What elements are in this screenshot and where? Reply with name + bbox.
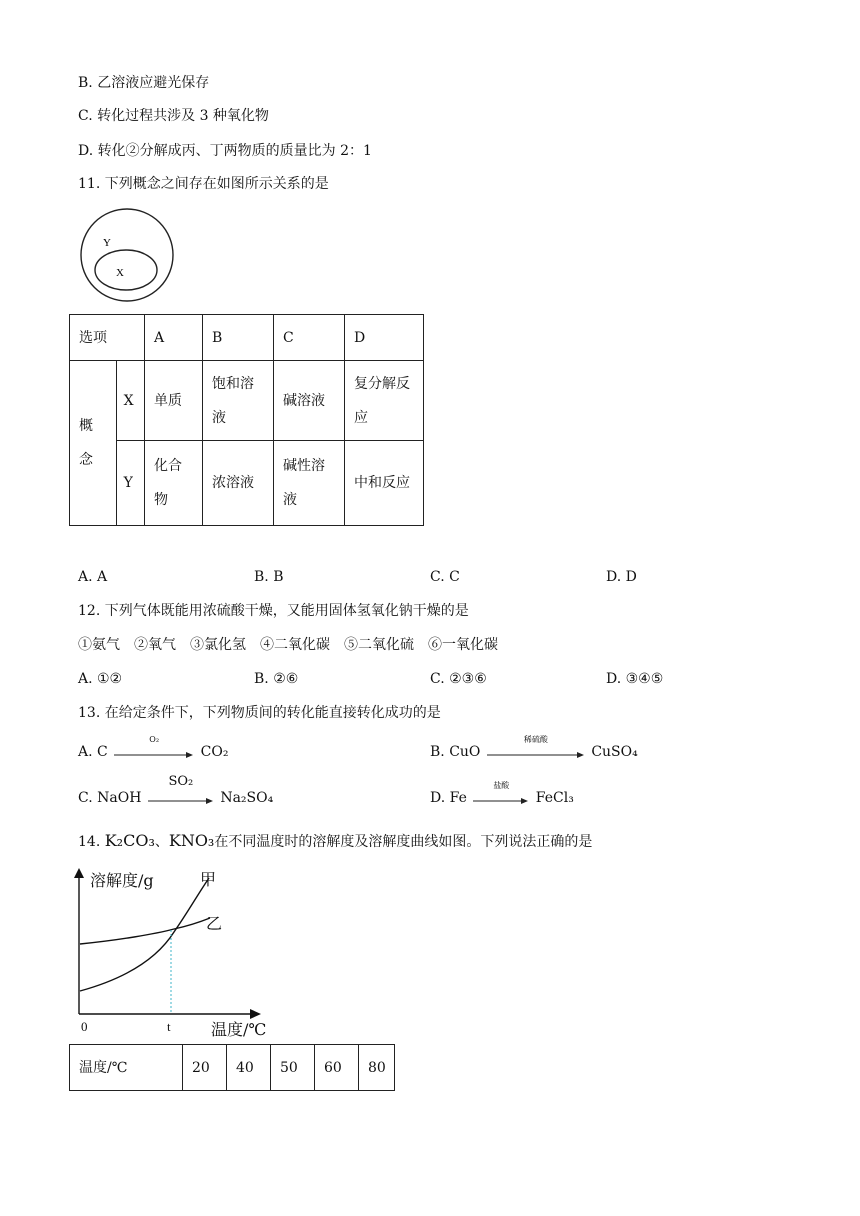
venn-outer-label: Y bbox=[103, 237, 111, 249]
formula-k2co3: K₂CO₃ bbox=[104, 831, 155, 850]
curve-jia bbox=[80, 878, 209, 991]
q13-b-condition: 稀硫酸 bbox=[523, 735, 548, 744]
q11-option-a: A. A bbox=[78, 569, 108, 585]
table-header-b: B bbox=[203, 315, 274, 361]
table-header-c: C bbox=[274, 315, 345, 361]
question-13-stem: 13. 在给定条件下，下列物质间的转化能直接转化成功的是 bbox=[78, 705, 441, 721]
table-cell: 饱和溶 液 bbox=[203, 361, 274, 441]
option-b-text: B. 乙溶液应避光保存 bbox=[78, 75, 210, 91]
table-cell: 复分解反 应 bbox=[345, 361, 424, 441]
curve-yi bbox=[80, 918, 210, 944]
table-cell: 40 bbox=[227, 1045, 271, 1091]
table-header-a: A bbox=[145, 315, 203, 361]
origin-label: 0 bbox=[81, 1019, 88, 1034]
table-row-key-y: Y bbox=[116, 441, 144, 526]
formula-kno3: KNO₃ bbox=[168, 831, 215, 850]
solubility-table bbox=[69, 1044, 395, 1091]
q12-option-a: A. ①② bbox=[78, 671, 123, 687]
q13-option-b bbox=[430, 735, 638, 761]
q12-option-b: B. ②⑥ bbox=[254, 671, 299, 687]
table-cell: 中和反应 bbox=[345, 441, 424, 526]
q13-c-reactant: C. NaOH bbox=[78, 790, 142, 806]
q11-option-d: D. D bbox=[606, 569, 637, 585]
solubility-curve-figure bbox=[70, 862, 290, 1042]
question-12-items: ①氨气 ②氧气 ③氯化氢 ④二氧化碳 ⑤二氧化硫 ⑥一氧化碳 bbox=[78, 637, 498, 653]
table-header-option: 选项 bbox=[70, 315, 145, 361]
q13-d-condition: 盐酸 bbox=[493, 781, 510, 790]
concept-table bbox=[69, 314, 424, 526]
y-axis-label: 溶解度/g bbox=[90, 871, 154, 890]
q13-c-product: Na₂SO₄ bbox=[220, 790, 274, 806]
table-header-temperature: 温度/℃ bbox=[70, 1045, 183, 1091]
q11-option-c: C. C bbox=[430, 569, 460, 585]
q13-option-d bbox=[430, 781, 574, 807]
question-14-separator: 、 bbox=[154, 834, 169, 850]
table-cell: 20 bbox=[183, 1045, 227, 1091]
reaction-arrow-icon bbox=[473, 781, 529, 805]
q12-option-c: C. ②③⑥ bbox=[430, 671, 487, 687]
y-axis-arrow-icon bbox=[74, 868, 84, 878]
question-14-stem bbox=[78, 832, 592, 851]
question-14-text: 在不同温度时的溶解度及溶解度曲线如图。下列说法正确的是 bbox=[214, 834, 593, 850]
question-14-number: 14. bbox=[78, 834, 101, 850]
q13-option-c bbox=[78, 774, 274, 807]
q13-d-reactant: D. Fe bbox=[430, 790, 467, 806]
q13-b-reactant: B. CuO bbox=[430, 744, 481, 760]
question-12-stem: 12. 下列气体既能用浓硫酸干燥，又能用固体氢氧化钠干燥的是 bbox=[78, 603, 469, 619]
q11-option-b: B. B bbox=[254, 569, 284, 585]
venn-inner-label: X bbox=[116, 267, 124, 279]
table-row-key-x: X bbox=[116, 361, 144, 441]
t-tick-label: t bbox=[167, 1019, 171, 1034]
q12-option-d: D. ③④⑤ bbox=[606, 671, 664, 687]
table-cell: 浓溶液 bbox=[203, 441, 274, 526]
reaction-arrow-icon bbox=[114, 735, 194, 759]
table-cell: 80 bbox=[359, 1045, 395, 1091]
question-11-stem: 11. 下列概念之间存在如图所示关系的是 bbox=[78, 176, 329, 192]
q13-d-product: FeCl₃ bbox=[535, 790, 574, 806]
venn-diagram bbox=[78, 208, 178, 304]
reaction-arrow-icon bbox=[148, 774, 214, 805]
q13-option-a bbox=[78, 735, 229, 761]
q13-a-product: CO₂ bbox=[200, 744, 229, 760]
q13-c-condition: SO₂ bbox=[168, 774, 194, 789]
option-c-text: C. 转化过程共涉及 3 种氧化物 bbox=[78, 108, 269, 124]
table-header-d: D bbox=[345, 315, 424, 361]
table-cell: 碱性溶 液 bbox=[274, 441, 345, 526]
table-cell: 50 bbox=[271, 1045, 315, 1091]
curve-yi-label: 乙 bbox=[206, 914, 223, 933]
reaction-arrow-icon bbox=[487, 735, 585, 759]
table-cell: 单质 bbox=[145, 361, 203, 441]
option-d-text: D. 转化②分解成丙、丁两物质的质量比为 2：1 bbox=[78, 143, 372, 159]
q13-a-condition: O₂ bbox=[149, 735, 160, 744]
q13-a-reactant: A. C bbox=[78, 744, 108, 760]
curve-jia-label: 甲 bbox=[200, 870, 217, 889]
x-axis-label: 温度/℃ bbox=[211, 1020, 267, 1039]
q13-b-product: CuSO₄ bbox=[591, 744, 638, 760]
table-cell: 60 bbox=[315, 1045, 359, 1091]
table-cell: 化合 物 bbox=[145, 441, 203, 526]
table-cell: 碱溶液 bbox=[274, 361, 345, 441]
table-group-concept: 概 念 bbox=[70, 361, 117, 526]
x-axis-arrow-icon bbox=[250, 1009, 261, 1019]
